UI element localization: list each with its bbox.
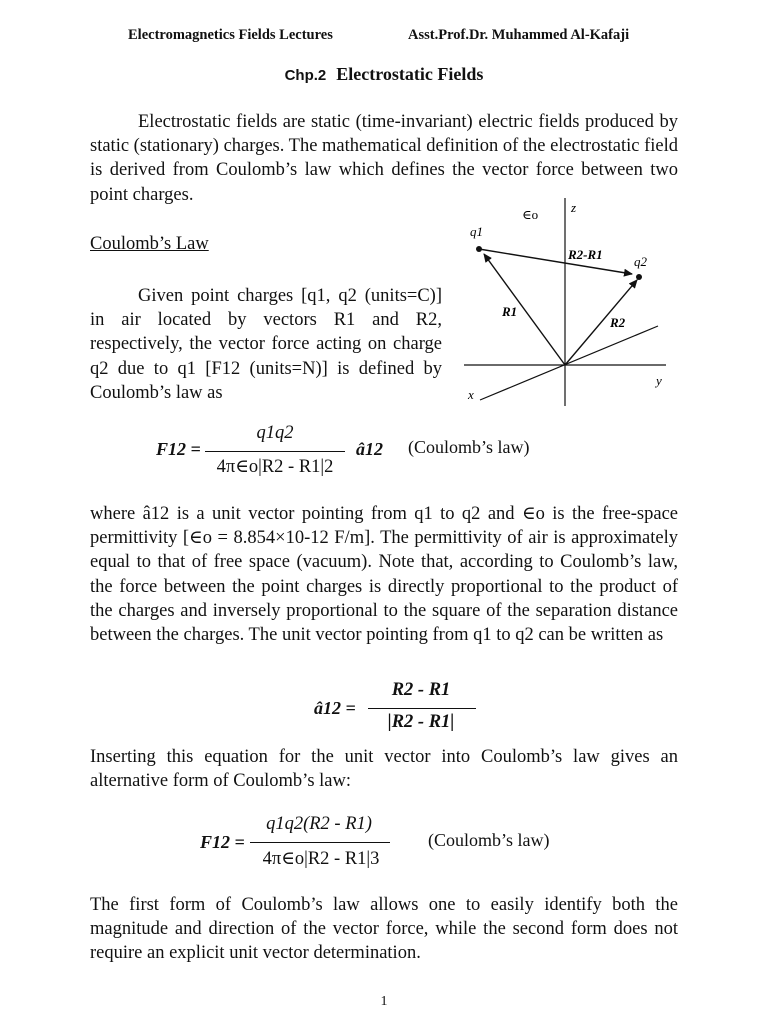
coulomb-diagram [456,196,688,412]
eq2-numerator: R2 - R1 [391,680,451,700]
y-axis-label: y [656,373,662,388]
x-axis-label: x [468,387,474,402]
q1-label: q1 [470,224,483,239]
where-paragraph: where â12 is a unit vector pointing from q1 to q2 and ∈o is the free-space permittivity [∈o = 8.854×10-12 F/m]. The permittivity of air is approximately equal to that of free space (vacuum). Note that, according to Coulomb’s law, the force between the point charges is directly proportional to the product of the charges and inversely proportional to the square of the separation distance between the charges. The unit vector pointing from q1 to q2 can be written as [90,504,678,646]
unit-vector-equation [310,680,490,742]
intro-paragraph: Electrostatic fields are static (time-invariant) electric fields produced by static (stationary) charges. The mathematical definition of the electrostatic field is derived from Coulomb’s law which defines the vector force between two point charges. [90,112,679,205]
section-heading: Coulomb’s Law [90,234,209,254]
header-course-title: Electromagnetics Fields Lectures [128,27,333,43]
r2-vector [565,280,637,365]
z-axis-label: z [571,200,577,215]
chapter-heading [0,64,768,85]
eq1-denominator: 4π∈o|R2 - R1|2 [216,457,334,477]
difference-vector [479,249,632,274]
permittivity-label: ∈o [522,207,539,222]
page-number: 1 [380,994,388,1009]
charge-q1-point [476,246,482,252]
eq3-fraction-bar [250,842,390,843]
header-author: Asst.Prof.Dr. Muhammed Al-Kafaji [408,27,630,43]
closing-paragraph: The first form of Coulomb’s law allows one to easily identify both the magnitude and direction of the vector force, while the second form does not require an explicit unit vector determination. [90,895,678,964]
r1-vector [484,254,565,365]
eq3-lhs: F12 = [200,832,245,852]
eq1-lhs: F12 = [156,439,201,459]
q2-label: q2 [634,254,647,269]
x-axis [480,326,658,400]
eq2-lhs: â12 = [314,698,356,718]
eq1-fraction-bar [205,451,345,452]
coulomb-equation-1 [150,420,570,490]
r2-label: R2 [610,315,626,330]
eq2-fraction-bar [368,708,476,709]
eq2-denominator: |R2 - R1| [387,712,455,732]
given-paragraph: Given point charges [q1, q2 (units=C)] in air located by vectors R1 and R2, respectively, the vector force acting on charge q2 due to q1 [F12 (units=N)] is defined by Coulomb’s law as [90,286,442,403]
eq1-label: (Coulomb’s law) [408,437,530,457]
r1-label: R1 [502,304,518,319]
eq3-label: (Coulomb’s law) [428,830,550,850]
difference-label: R2-R1 [568,247,603,262]
insert-paragraph: Inserting this equation for the unit vector into Coulomb’s law gives an alternative form of Coulomb’s law: [90,747,678,792]
coulomb-equation-2 [200,812,600,878]
chapter-number: Chp.2 [284,67,327,84]
charge-q2-point [636,274,642,280]
eq3-denominator: 4π∈o|R2 - R1|3 [262,849,380,869]
eq3-numerator: q1q2(R2 - R1) [266,814,372,834]
chapter-title: Electrostatic Fields [336,64,484,84]
eq1-numerator: q1q2 [256,423,294,443]
eq1-unit-vector: â12 [356,439,383,459]
